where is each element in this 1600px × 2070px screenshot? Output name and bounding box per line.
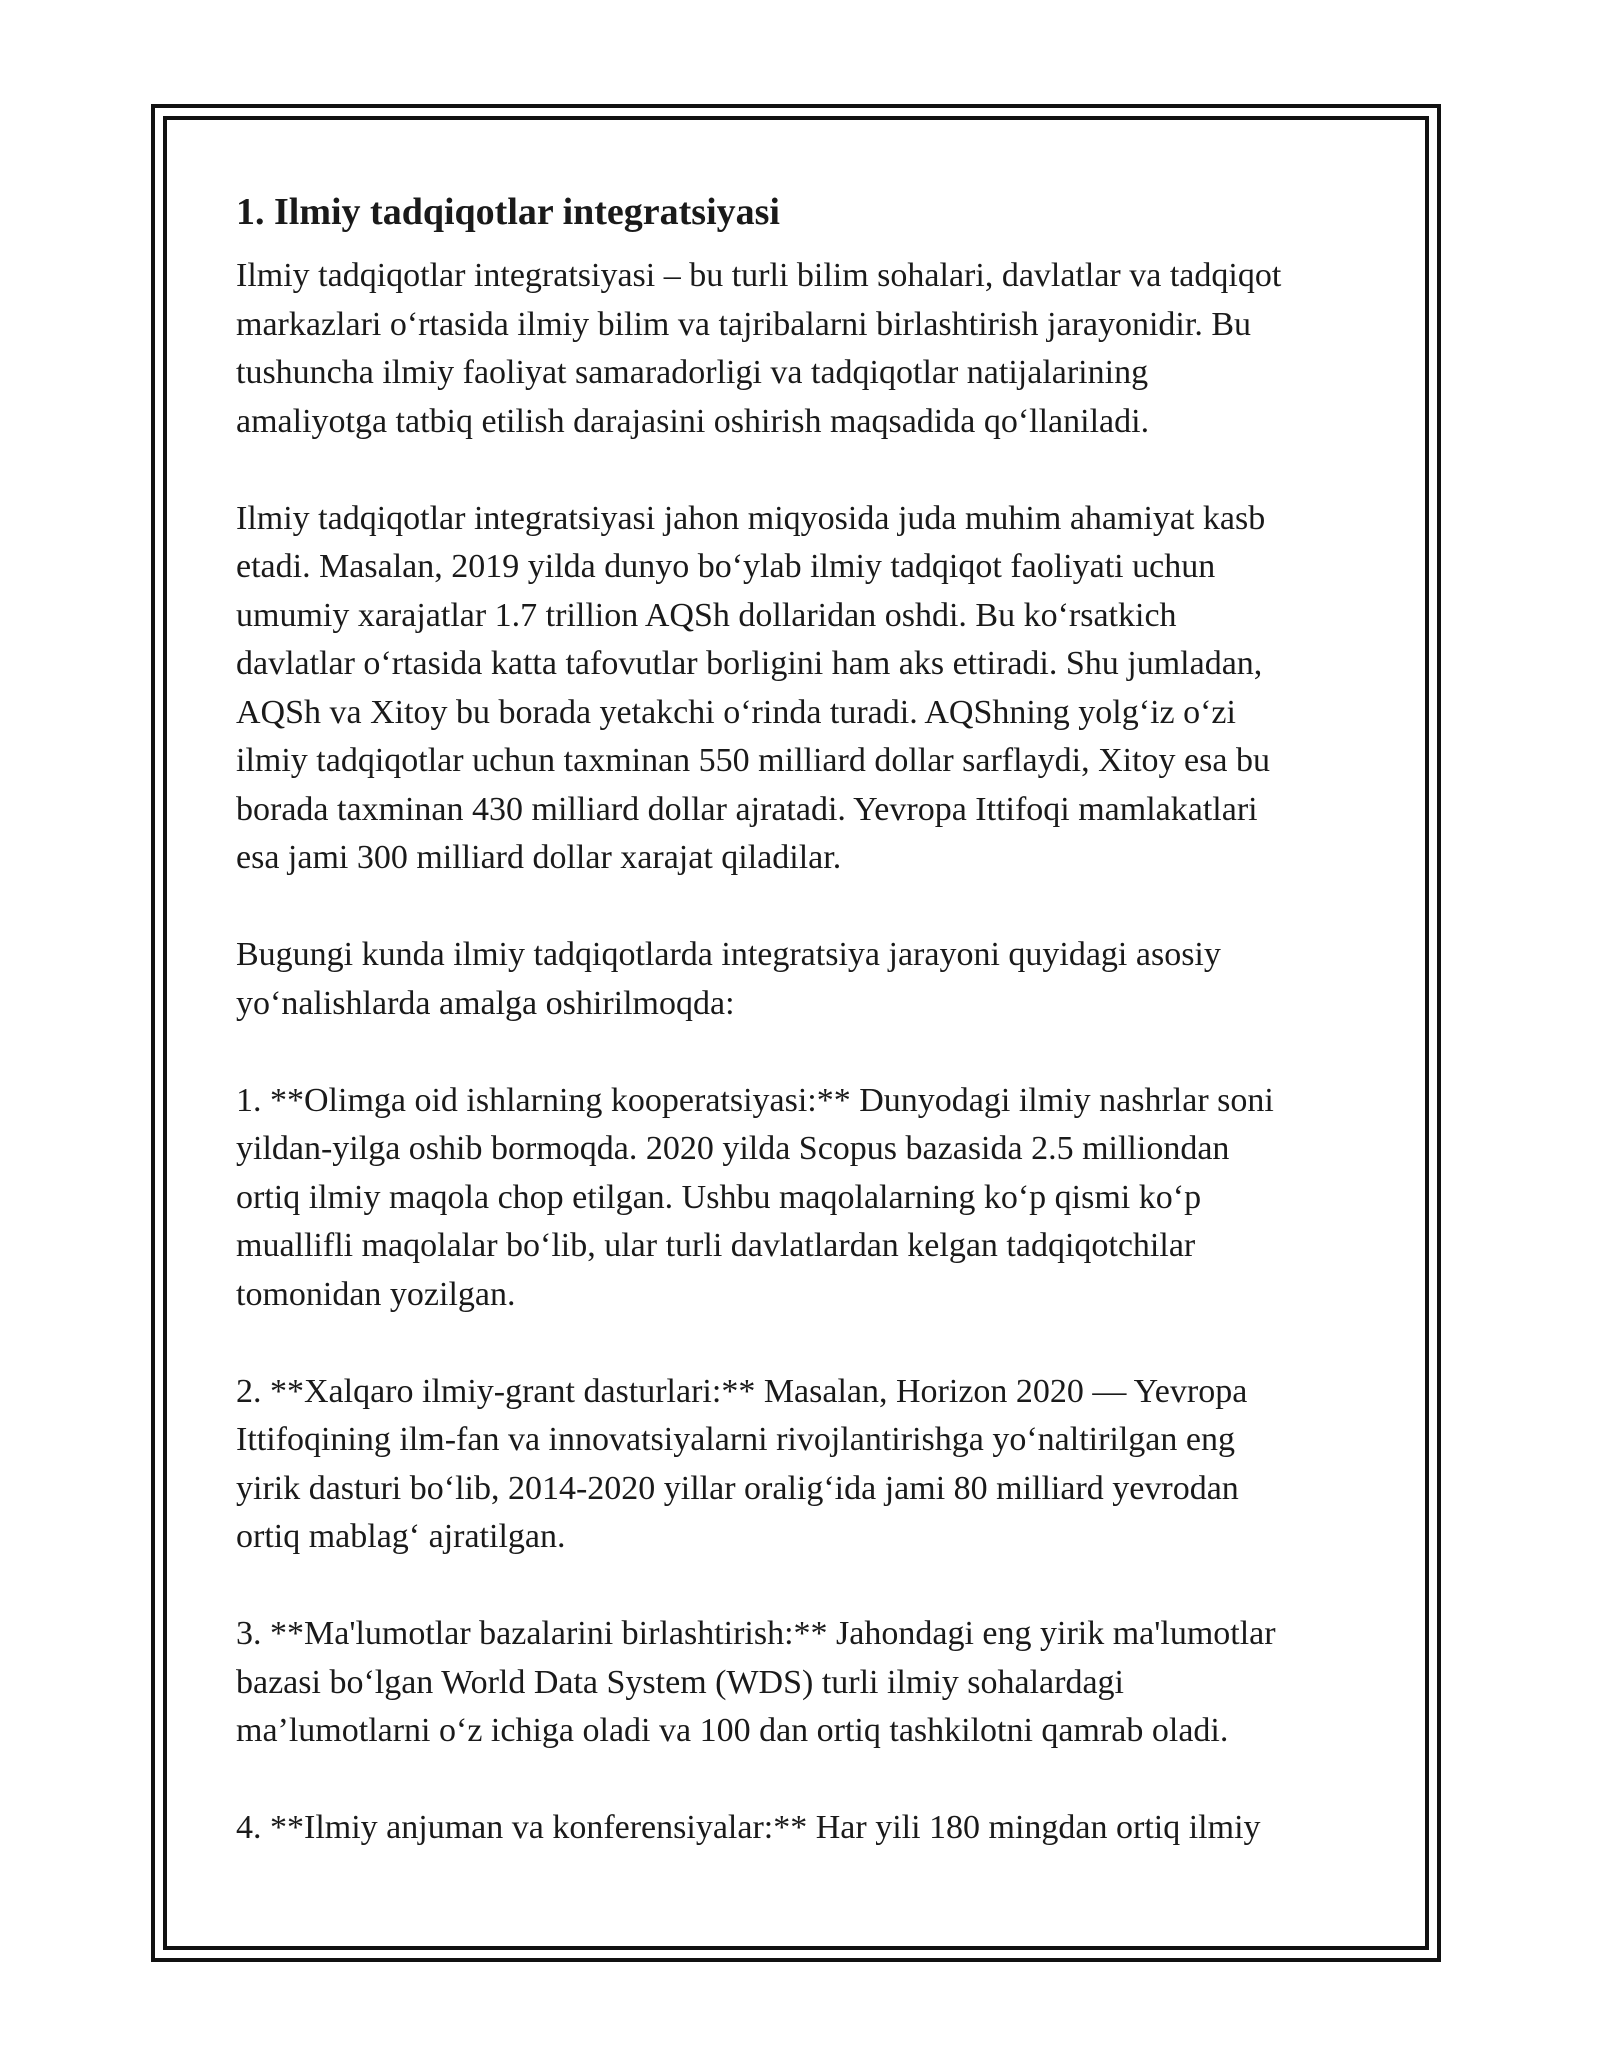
text-line: etadi. Masalan, 2019 yilda dunyo boʻylab ilmiy tadqiqot faoliyati uchun — [236, 548, 1216, 585]
text-line: ma’lumotlarni oʻz ichiga oladi va 100 dan ortiq tashkilotni qamrab oladi. — [236, 1712, 1229, 1749]
text-line: yoʻnalishlarda amalga oshirilmoqda: — [236, 984, 735, 1022]
text-line: ilmiy tadqiqotlar uchun taxminan 550 milliard dollar sarflaydi, Xitoy esa bu — [236, 742, 1270, 779]
text-line: amaliyotga tatbiq etilish darajasini oshirish maqsadida qoʻllaniladi. — [236, 402, 1150, 440]
text-line: Bugungi kunda ilmiy tadqiqotlarda integratsiya jarayoni quyidagi asosiy — [236, 936, 1221, 973]
paragraph — [236, 495, 1386, 883]
text-line: Ilmiy tadqiqotlar integratsiyasi jahon miqyosida juda muhim ahamiyat kasb — [236, 499, 1266, 537]
text-line: tushuncha ilmiy faoliyat samaradorligi va tadqiqotlar natijalarining — [236, 354, 1149, 391]
text-line: ortiq ilmiy maqola chop etilgan. Ushbu maqolalarning koʻp qismi koʻp — [236, 1178, 1202, 1216]
text-line: mualliflі maqolalar boʻlib, ular turli davlatlardan kelgan tadqiqotchilar — [236, 1227, 1196, 1264]
text-line: markazlari oʻrtasida ilmiy bilim va tajribalarni birlashtirish jarayonidir. Bu — [236, 305, 1252, 343]
text-line: ortiq mablagʻ ajratilgan. — [236, 1518, 566, 1555]
text-line: bazasi boʻlgan World Data System (WDS) turli ilmiy sohalardagi — [236, 1663, 1125, 1701]
paragraph — [236, 931, 1386, 1028]
paragraph — [236, 252, 1386, 446]
text-line: 3. **Ma'lumotlar bazalarini birlashtirish:** Jahondagi eng yirik ma'lumotlar — [236, 1615, 1276, 1652]
text-line: AQSh va Xitoy bu borada yetakchi oʻrinda turadi. AQShning yolgʻiz oʻzi — [236, 693, 1236, 731]
document-body — [236, 188, 1386, 1901]
text-line: 2. **Xalqaro ilmiy-grant dasturlari:** Masalan, Horizon 2020 — Yevropa — [236, 1372, 1248, 1410]
text-line: esa jami 300 milliard dollar xarajat qiladilar. — [236, 839, 842, 876]
paragraph-list — [236, 252, 1386, 1853]
text-line: yildan-yilga oshib bormoqda. 2020 yilda Scopus bazasida 2.5 milliondan — [236, 1130, 1230, 1167]
text-line: umumiy xarajatlar 1.7 trillion AQSh dollaridan oshdi. Bu koʻrsatkich — [236, 596, 1177, 634]
paragraph — [236, 1368, 1386, 1562]
section-heading: 1. Ilmiy tadqiqotlar integratsiyasi — [236, 191, 780, 233]
text-line: Ittifoqining ilm-fan va innovatsiyalarni rivojlantirishga yoʻnaltirilgan eng — [236, 1421, 1235, 1458]
text-line: tomonidan yozilgan. — [236, 1275, 516, 1313]
text-line: yirik dasturi boʻlib, 2014-2020 yillar oraligʻida jami 80 milliard yevrodan — [236, 1469, 1239, 1507]
text-line: 1. **Olimga oid ishlarning kooperatsiyasi:** Dunyodagi ilmiy nashrlar soni — [236, 1081, 1274, 1119]
paragraph — [236, 1804, 1386, 1853]
paragraph — [236, 1077, 1386, 1320]
text-line: 4. **Ilmiy anjuman va konferensiyalar:** Har yili 180 mingdan ortiq ilmiy — [236, 1809, 1261, 1846]
text-line: davlatlar oʻrtasida katta tafovutlar borligini ham aks ettiradi. Shu jumladan, — [236, 645, 1263, 682]
text-line: borada taxminan 430 milliard dollar ajratadi. Yevropa Ittifoqi mamlakatlari — [236, 790, 1258, 828]
paragraph — [236, 1610, 1386, 1756]
text-line: Ilmiy tadqiqotlar integratsiyasi – bu turli bilim sohalari, davlatlar va tadqiqot — [236, 257, 1282, 294]
